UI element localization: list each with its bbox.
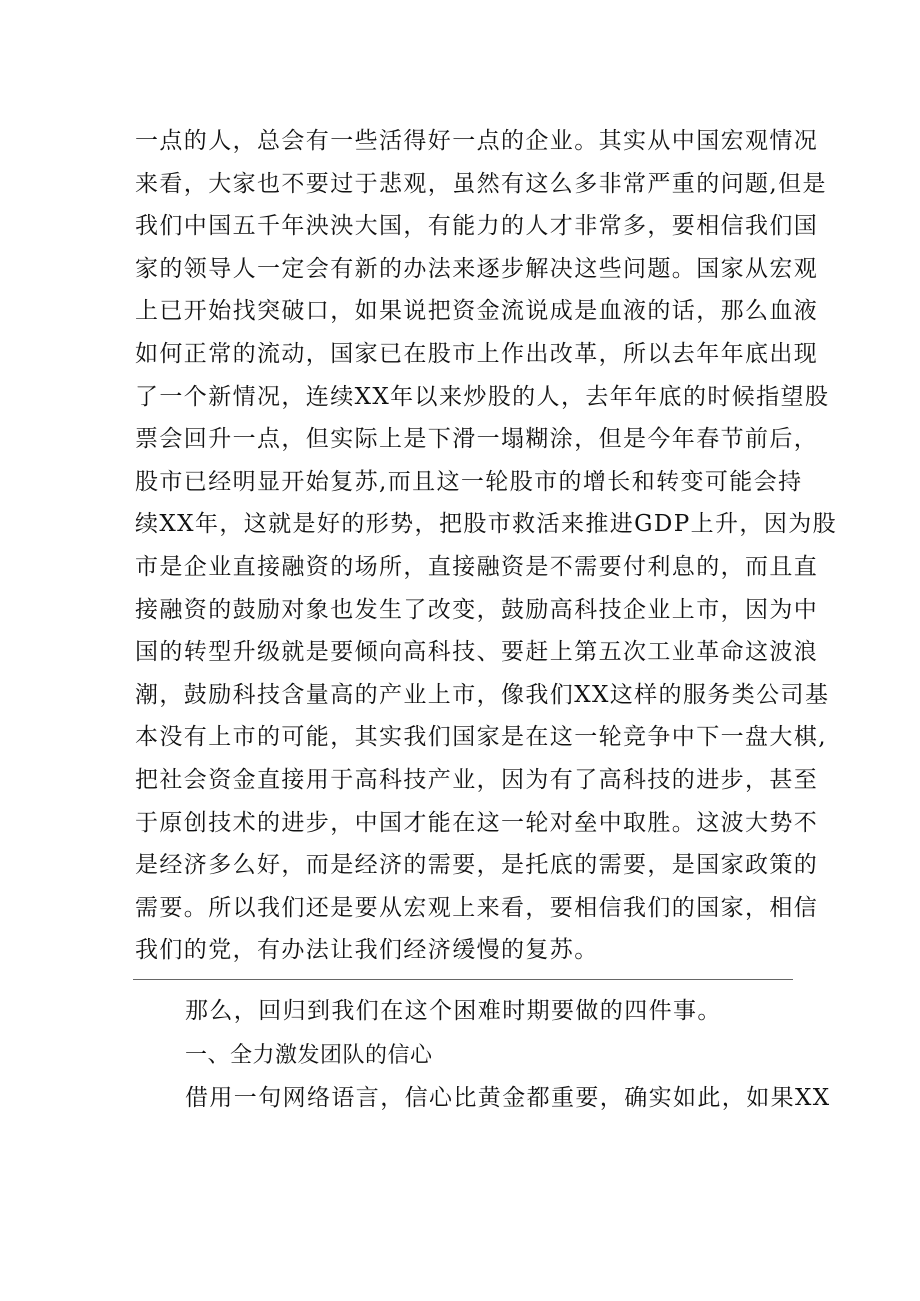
paragraph-line: 我们的党，有办法让我们经济缓慢的复苏。	[135, 937, 599, 964]
paragraph-line: 把社会资金直接用于高科技产业，因为有了高科技的进步，甚至	[135, 766, 819, 793]
paragraph-line: 家的领导人一定会有新的办法来逐步解决这些问题。国家从宏观	[135, 255, 819, 282]
paragraph-line: 我们中国五千年泱泱大国，有能力的人才非常多，要相信我们国	[135, 213, 819, 240]
paragraph-line: 了一个新情况，连续XX年以来炒股的人，去年年底的时候指望股	[135, 383, 830, 410]
paragraph-line: 票会回升一点，但实际上是下滑一塌糊涂，但是今年春节前后，	[135, 426, 819, 453]
paragraph-line: 续XX年，这就是好的形势，把股市救活来推进GDP上升，因为股	[135, 511, 838, 538]
paragraph-line: 市是企业直接融资的场所，直接融资是不需要付利息的，而且直	[135, 553, 819, 580]
paragraph-line: 本没有上市的可能，其实我们国家是在这一轮竞争中下一盘大棋,	[135, 724, 827, 751]
paragraph-line: 接融资的鼓励对象也发生了改变，鼓励高科技企业上市，因为中	[135, 596, 819, 623]
paragraph-line: 上已开始找突破口，如果说把资金流说成是血液的话，那么血液	[135, 298, 819, 325]
section-heading: 一、全力激发团队的信心	[185, 1043, 433, 1068]
section-first-line: 借用一句网络语言，信心比黄金都重要，确实如此，如果XX	[185, 1085, 831, 1111]
paragraph-line: 是经济多么好，而是经济的需要，是托底的需要，是国家政策的	[135, 852, 819, 879]
transition-sentence: 那么，回归到我们在这个困难时期要做的四件事。	[185, 998, 722, 1024]
paragraph-line: 如何正常的流动，国家已在股市上作出改革，所以去年年底出现	[135, 340, 819, 367]
paragraph-line: 股市已经明显开始复苏,而且这一轮股市的增长和转变可能会持	[135, 468, 803, 495]
paragraph-line: 需要。所以我们还是要从宏观上来看，要相信我们的国家，相信	[135, 894, 819, 921]
paragraph-line: 于原创技术的进步，中国才能在这一轮对垒中取胜。这波大势不	[135, 809, 819, 836]
paragraph-line: 潮，鼓励科技含量高的产业上市，像我们XX这样的服务类公司基	[135, 681, 830, 708]
body-paragraph	[135, 120, 838, 972]
paragraph-line: 来看，大家也不要过于悲观，虽然有这么多非常严重的问题,但是	[135, 170, 827, 197]
page-divider	[133, 979, 793, 980]
paragraph-line: 一点的人，总会有一些活得好一点的企业。其实从中国宏观情况	[135, 128, 819, 154]
paragraph-line: 国的转型升级就是要倾向高科技、要赶上第五次工业革命这波浪	[135, 639, 819, 666]
